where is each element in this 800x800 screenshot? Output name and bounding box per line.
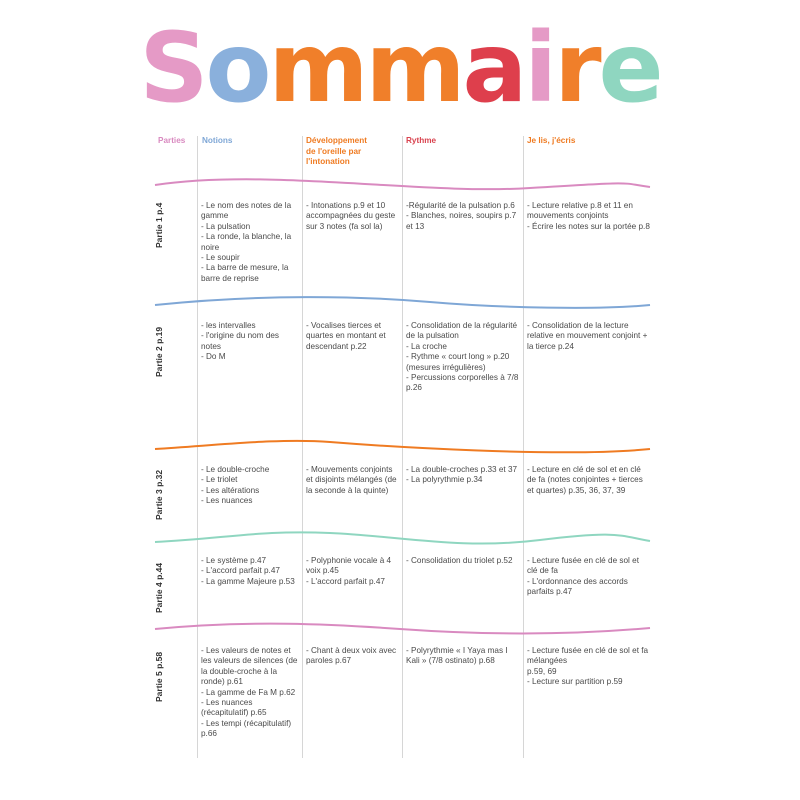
header-notions: Notions	[202, 136, 233, 145]
title-letter: i	[524, 12, 555, 124]
column-divider	[302, 136, 303, 758]
header-rythme: Rythme	[406, 136, 437, 145]
cell-developpement: - Polyphonie vocale à 4 voix p.45 - L'accord parfait p.47	[306, 556, 392, 586]
cell-developpement: - Mouvements conjoints et disjoints mélangés (de la seconde à la quinte)	[306, 465, 397, 495]
cell-lecture: - Lecture fusée en clé de sol et clé de fa - L'ordonnance des accords parfaits p.47	[527, 556, 639, 597]
cell-rythme: - La double-croches p.33 et 37 - La polyrythmie p.34	[406, 465, 518, 485]
cell-lecture: - Consolidation de la lecture relative en mouvement conjoint + la tierce p.24	[527, 321, 648, 351]
cell-rythme: -Régularité de la pulsation p.6 - Blanches, noires, soupirs p.7 et 13	[406, 201, 517, 231]
cell-notions: - Le système p.47 - L'accord parfait p.47 - La gamme Majeure p.53	[201, 556, 295, 586]
title-letter: m	[365, 12, 463, 124]
row-label-partie-2: Partie 2 p.19	[154, 326, 164, 377]
title-letter: o	[205, 12, 269, 124]
row-label-partie-4: Partie 4 p.44	[154, 562, 164, 613]
column-divider	[402, 136, 403, 758]
row-label-partie-5: Partie 5 p.58	[154, 651, 164, 702]
cell-notions: - Le double-croche - Le triolet - Les altérations - Les nuances	[201, 465, 270, 506]
cell-rythme: - Polyrythmie « I Yaya mas I Kali » (7/8 ostinato) p.68	[406, 646, 508, 666]
title-letter: r	[554, 12, 599, 124]
header-developpement: Développement de l'oreille par l'intonation	[306, 136, 367, 166]
cell-developpement: - Intonations p.9 et 10 accompagnées du geste sur 3 notes (fa sol la)	[306, 201, 396, 231]
header-parties: Parties	[158, 136, 186, 145]
header-lecture: Je lis, j'écris	[527, 136, 576, 145]
column-divider	[197, 136, 198, 758]
cell-rythme: - Consolidation du triolet p.52	[406, 556, 513, 565]
title-letter: S	[139, 12, 206, 124]
row-label-partie-1: Partie 1 p.4	[154, 202, 164, 248]
cell-notions: - les intervalles - l'origine du nom des notes - Do M	[201, 321, 280, 362]
title-letter: m	[268, 12, 366, 124]
cell-rythme: - Consolidation de la régularité de la pulsation - La croche - Rythme « court long » p.20 (mesures irrégulières) - Percussions corporelles à 7/8 p.26	[406, 321, 519, 393]
title-letter: a	[462, 12, 525, 124]
row-label-partie-3: Partie 3 p.32	[154, 469, 164, 520]
page-title	[0, 12, 800, 124]
cell-developpement: - Chant à deux voix avec paroles p.67	[306, 646, 397, 666]
title-letter: e	[598, 12, 661, 124]
cell-lecture: - Lecture en clé de sol et en clé de fa (notes conjointes + tierces et quartes) p.35, 36, 37, 39	[527, 465, 643, 495]
column-divider	[523, 136, 524, 758]
cell-developpement: - Vocalises tierces et quartes en montant et descendant p.22	[306, 321, 386, 351]
cell-lecture: - Lecture relative p.8 et 11 en mouvements conjoints - Écrire les notes sur la portée p.8	[527, 201, 650, 231]
cell-lecture: - Lecture fusée en clé de sol et fa mélangées p.59, 69 - Lecture sur partition p.59	[527, 646, 649, 687]
cell-notions: - Le nom des notes de la gamme - La pulsation - La ronde, la blanche, la noire - Le soupir - La barre de mesure, la barre de reprise	[201, 201, 292, 283]
cell-notions: - Les valeurs de notes et les valeurs de silences (de la double-croche à la ronde) p.61 - La gamme de Fa M p.62 - Les nuances (récapitulatif) p.65 - Les tempi (récapitulatif) p.66	[201, 646, 298, 739]
